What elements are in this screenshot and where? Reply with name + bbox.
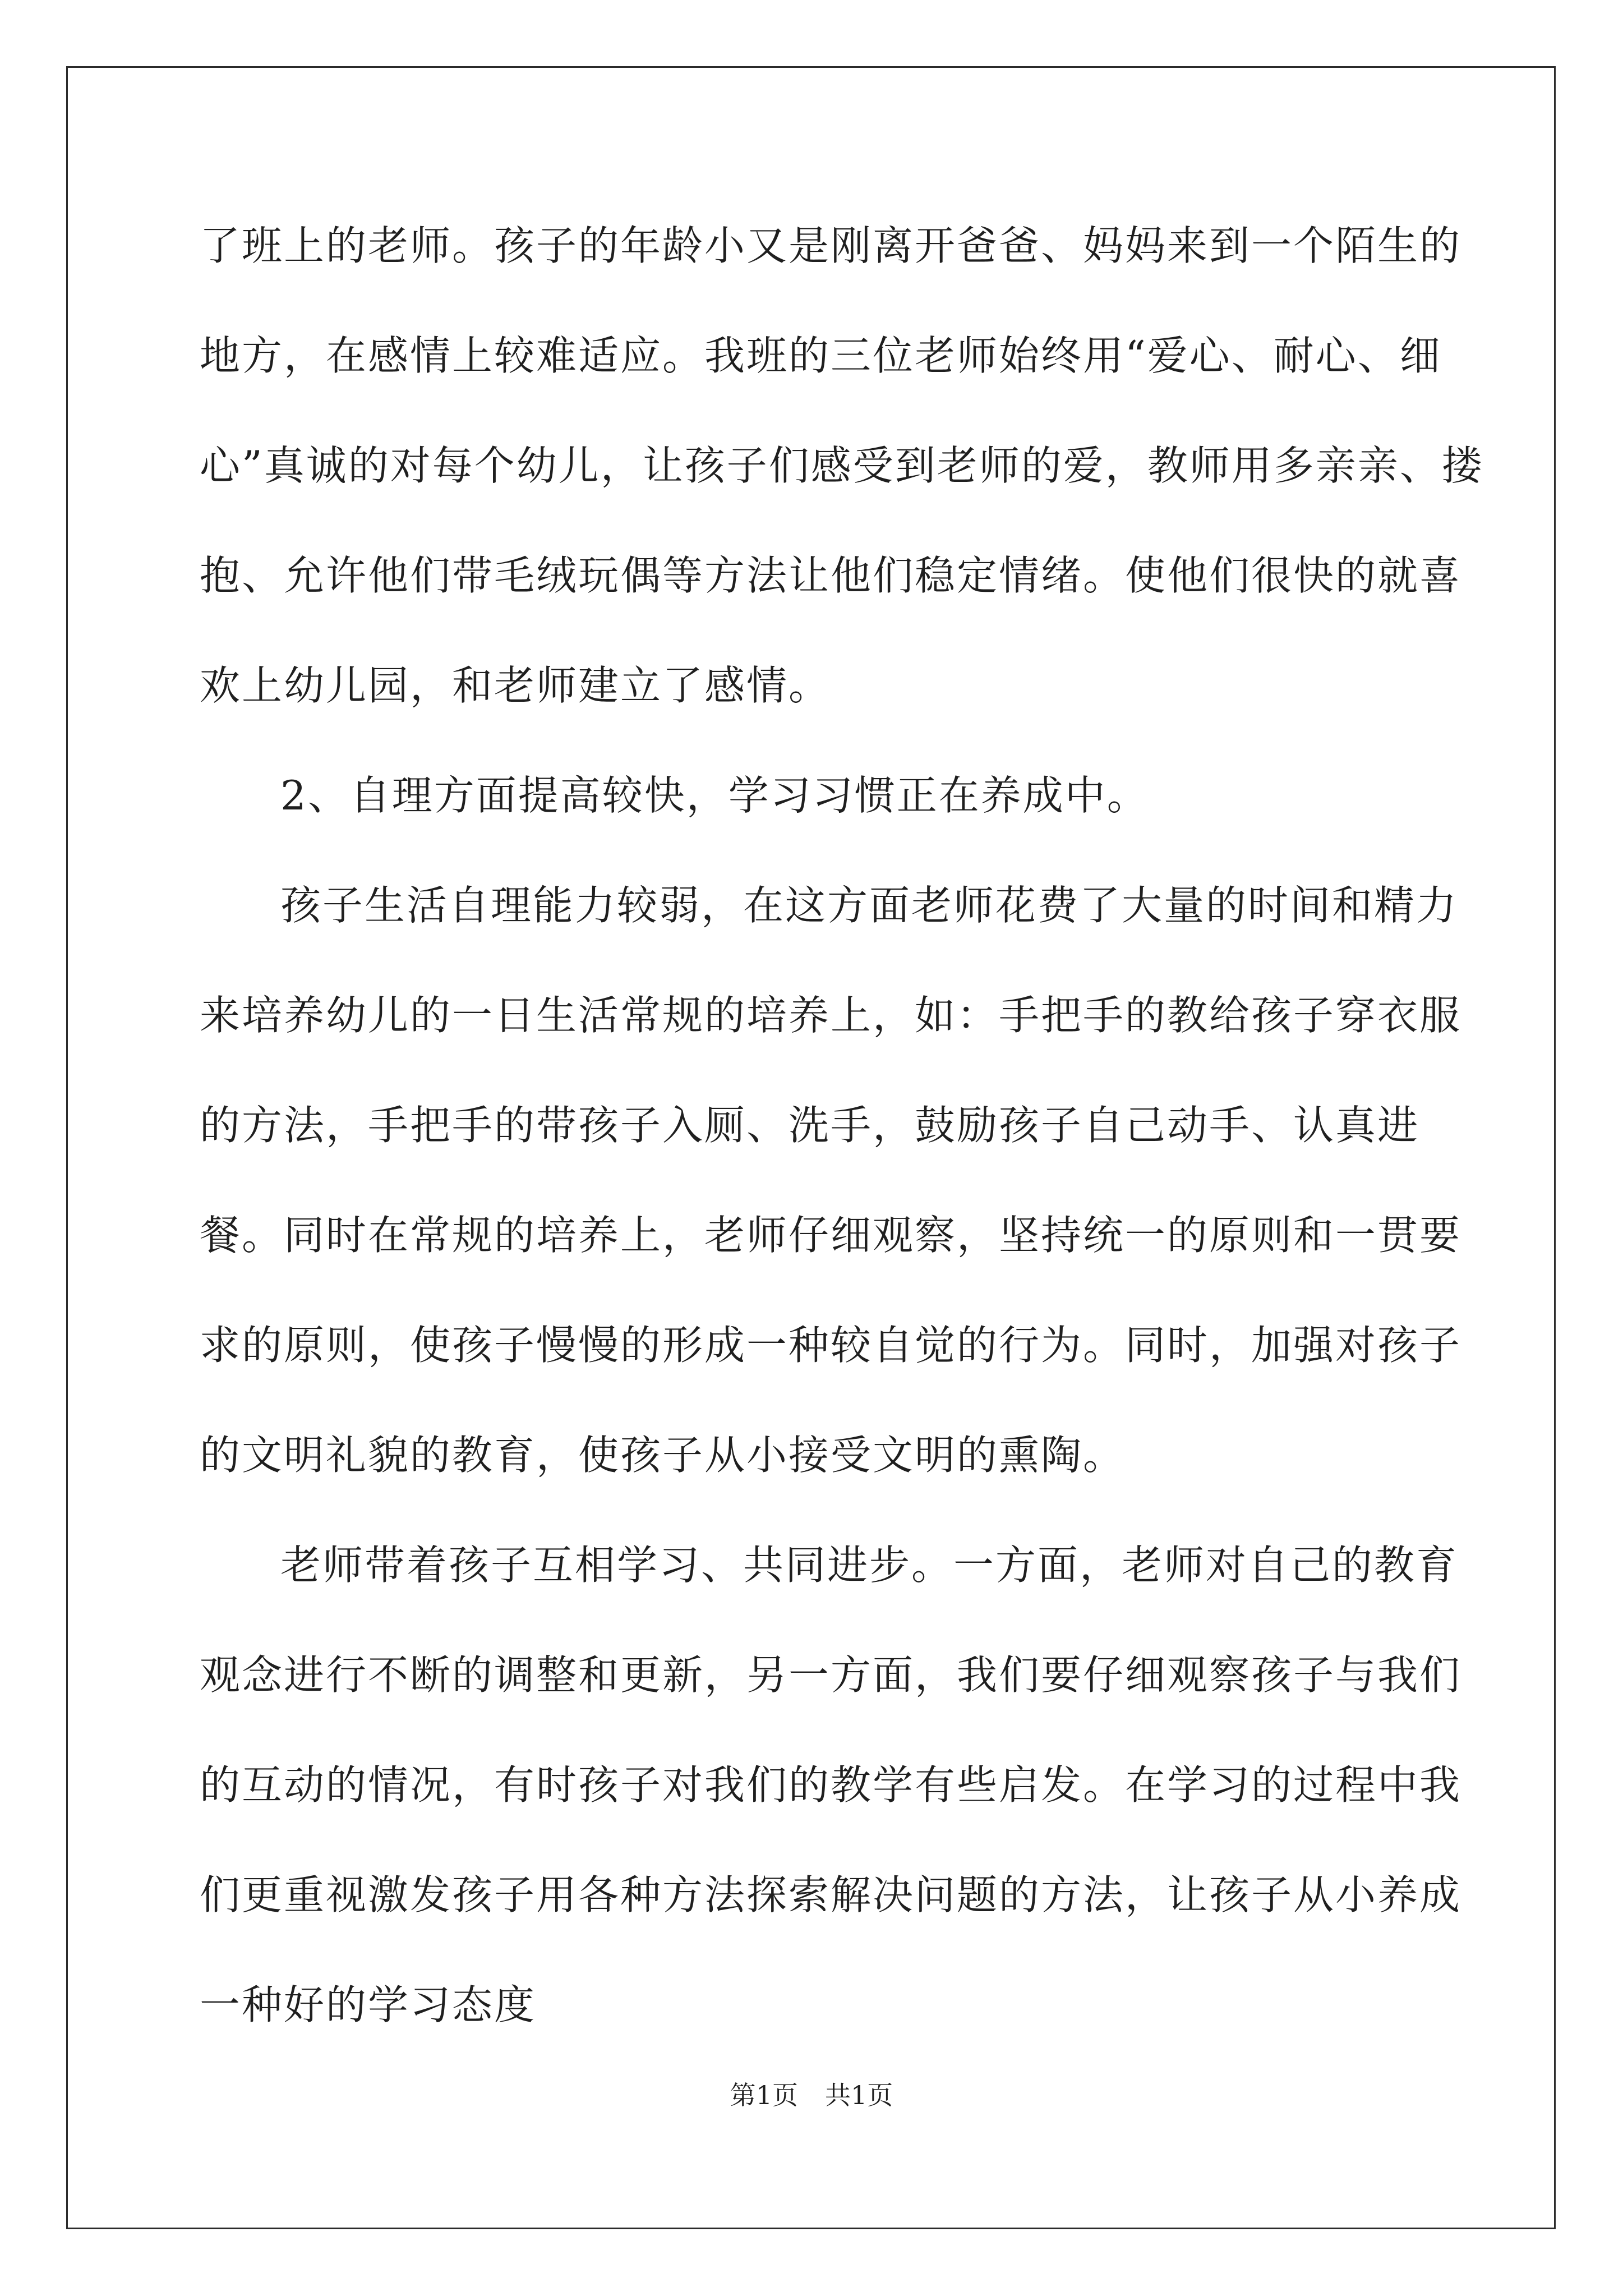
paragraph: 孩子生活自理能力较弱，在这方面老师花费了大量的时间和精力来培养幼儿的一日生活常规的培养上，如：手把手的教给孩子穿衣服的方法，手把手的带孩子入厕、洗手，鼓励孩子自己动手、认真进餐。同时在常规的培养上，老师仔细观察，坚持统一的原则和一贯要求的原则，使孩子慢慢的形成一种较自觉的行为。同时，加强对孩子的文明礼貌的教育，使孩子从小接受文明的熏陶。 — [200, 882, 1462, 1479]
page-total: 共1页 — [825, 2080, 893, 2110]
document-body — [200, 191, 1490, 2060]
page-footer — [0, 2078, 1623, 2112]
paragraph-heading: 2、自理方面提高较快，学习习惯正在养成中。 — [280, 772, 1149, 819]
page-number: 第1页 — [730, 2080, 798, 2110]
paragraph: 了班上的老师。孩子的年龄小又是刚离开爸爸、妈妈来到一个陌生的地方，在感情上较难适应。我班的三位老师始终用“爱心、耐心、细心”真诚的对每个幼儿，让孩子们感受到老师的爱，教师用多亲亲、搂抱、允许他们带毛绒玩偶等方法让他们稳定情绪。使他们很快的就喜欢上幼儿园，和老师建立了感情。 — [200, 222, 1484, 709]
paragraph: 老师带着孩子互相学习、共同进步。一方面，老师对自己的教育观念进行不断的调整和更新，另一方面，我们要仔细观察孩子与我们的互动的情况，有时孩子对我们的教学有些启发。在学习的过程中我们更重视激发孩子用各种方法探索解决问题的方法，让孩子从小养成一种好的学习态度 — [200, 1542, 1462, 2028]
